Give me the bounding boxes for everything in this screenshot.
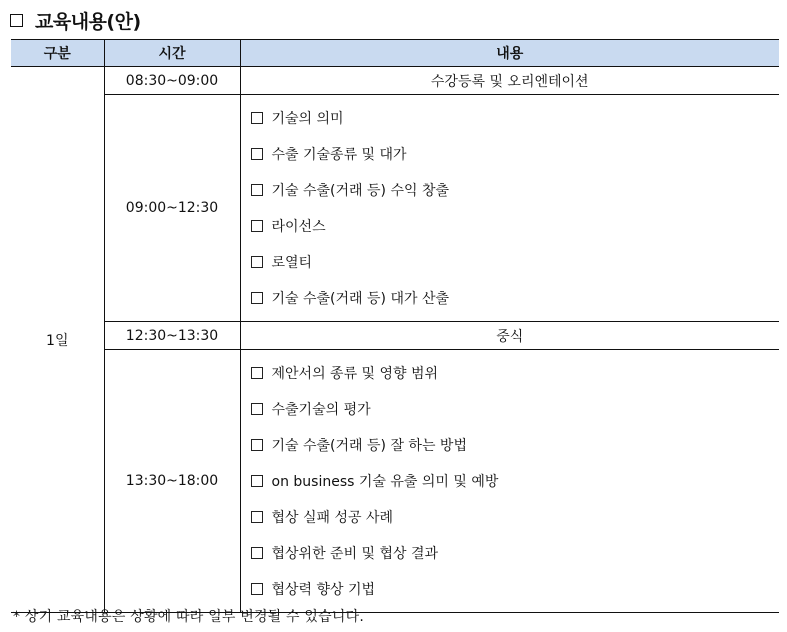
list-item: 수출 기술종류 및 대가	[251, 136, 780, 172]
list-item: 라이선스	[251, 208, 780, 244]
checkbox-square-icon	[251, 292, 263, 304]
header-row	[11, 40, 779, 67]
checkbox-square-icon	[251, 112, 263, 124]
table-row	[11, 322, 779, 350]
table-row	[11, 67, 779, 95]
day-cell: 1일	[11, 67, 104, 613]
item-list	[241, 95, 780, 321]
list-item: 협상위한 준비 및 협상 결과	[251, 535, 780, 571]
checkbox-square-icon	[251, 475, 263, 487]
table-row	[11, 95, 779, 322]
list-item: 협상력 향상 기법	[251, 571, 780, 607]
list-item: 수출기술의 평가	[251, 391, 780, 427]
page-title	[10, 6, 141, 34]
list-item: 기술의 의미	[251, 100, 780, 136]
list-item: 기술 수출(거래 등) 대가 산출	[251, 280, 780, 316]
list-item: 로열티	[251, 244, 780, 280]
checkbox-square-icon	[251, 403, 263, 415]
list-item: 제안서의 종류 및 영향 범위	[251, 355, 780, 391]
checkbox-square-icon	[251, 439, 263, 451]
content-cell: 중식	[240, 322, 779, 350]
list-item: 기술 수출(거래 등) 수익 창출	[251, 172, 780, 208]
list-item: on business 기술 유출 의미 및 예방	[251, 463, 780, 499]
list-item: 협상 실패 성공 사례	[251, 499, 780, 535]
header-content: 내용	[240, 40, 779, 67]
checkbox-square-icon	[10, 14, 23, 27]
checkbox-square-icon	[251, 184, 263, 196]
header-category: 구분	[11, 40, 104, 67]
content-cell	[240, 350, 779, 613]
list-item: 기술 수출(거래 등) 잘 하는 방법	[251, 427, 780, 463]
checkbox-square-icon	[251, 148, 263, 160]
checkbox-square-icon	[251, 547, 263, 559]
footnote: * 상기 교육내용은 상황에 따라 일부 변경될 수 있습니다.	[13, 609, 364, 625]
schedule-table	[11, 39, 779, 613]
checkbox-square-icon	[251, 256, 263, 268]
checkbox-square-icon	[251, 367, 263, 379]
time-cell: 13:30~18:00	[104, 350, 240, 613]
time-cell: 12:30~13:30	[104, 322, 240, 350]
header-time: 시간	[104, 40, 240, 67]
title-text: 교육내용(안)	[35, 10, 141, 33]
checkbox-square-icon	[251, 220, 263, 232]
checkbox-square-icon	[251, 511, 263, 523]
content-cell	[240, 95, 779, 322]
table-row	[11, 350, 779, 613]
time-cell: 08:30~09:00	[104, 67, 240, 95]
checkbox-square-icon	[251, 583, 263, 595]
content-cell: 수강등록 및 오리엔테이션	[240, 67, 779, 95]
time-cell: 09:00~12:30	[104, 95, 240, 322]
item-list	[241, 350, 780, 612]
